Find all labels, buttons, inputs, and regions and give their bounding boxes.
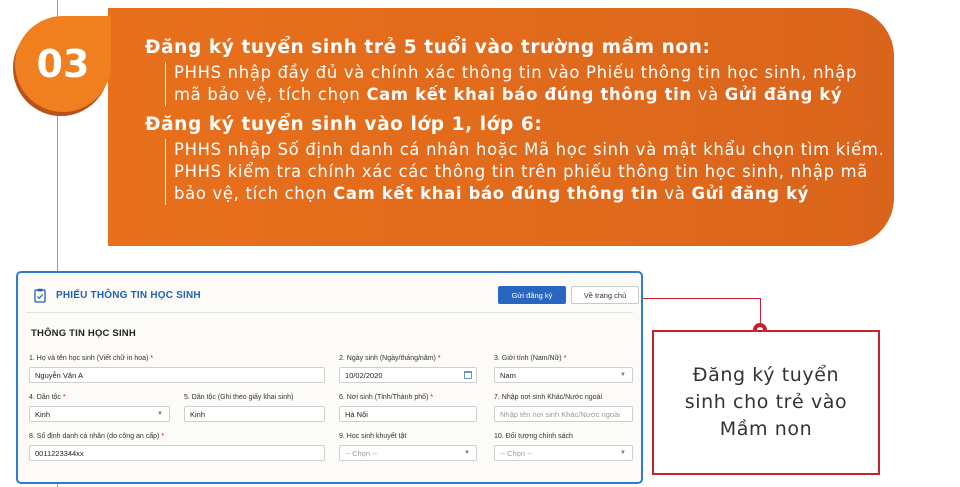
birth-date-label: 2. Ngày sinh (Ngày/tháng/năm) * (339, 355, 441, 362)
disability-select[interactable]: -- Chọn -- ▼ (339, 445, 477, 461)
id-number-label: 8. Số định danh cá nhân (do công an cấp) * (29, 433, 165, 440)
birth-date-input[interactable]: 10/02/2020 (339, 367, 477, 383)
birthplace-input[interactable]: Hà Nội (339, 406, 477, 422)
section1-bold-submit: Gửi đăng ký (724, 85, 843, 104)
home-button[interactable]: Về trang chủ (571, 286, 639, 304)
chevron-down-icon: ▼ (620, 372, 626, 378)
full-name-label: 1. Họ và tên học sinh (Viết chữ in hoa) * (29, 355, 154, 362)
policy-select[interactable]: -- Chọn -- ▼ (494, 445, 633, 461)
connector-line (643, 298, 760, 299)
section1-text: PHHS nhập đầy đủ và chính xác thông tin vào Phiếu thông tin học sinh, nhập mã bảo vệ, tích chọn (174, 63, 858, 104)
caption-text: Đăng ký tuyển sinh cho trẻ vào Mầm non (684, 364, 848, 440)
chevron-down-icon: ▼ (620, 450, 626, 456)
form-header (34, 288, 201, 303)
section2-heading: Đăng ký tuyển sinh vào lớp 1, lớp 6: (145, 114, 543, 135)
section1-bold-commit: Cam kết khai báo đúng thông tin (366, 85, 692, 104)
ethnicity-id-label: 5. Dân tộc (Ghi theo giấy khai sinh) (184, 394, 294, 401)
step-content (145, 34, 885, 205)
section2-bold-commit: Cam kết khai báo đúng thông tin (333, 184, 659, 203)
section-title: THÔNG TIN HỌC SINH (31, 328, 136, 339)
ethnicity-id-input[interactable]: Kinh (184, 406, 325, 422)
ethnicity-select[interactable]: Kinh ▼ (29, 406, 170, 422)
section1-paragraph (165, 62, 885, 106)
step-number-badge (15, 16, 111, 112)
calendar-icon[interactable] (464, 371, 472, 379)
header-divider (26, 312, 633, 313)
form-title: PHIẾU THÔNG TIN HỌC SINH (56, 290, 201, 301)
section2-text-mid: và (658, 184, 692, 203)
id-number-input[interactable]: 0011223344xx (29, 445, 325, 461)
birthplace-other-input[interactable]: Nhập tên nơi sinh Khác/Nước ngoài (494, 406, 633, 422)
student-info-form (16, 271, 643, 484)
caption-box (652, 330, 880, 475)
connector-line-vertical (760, 298, 761, 323)
clipboard-icon (34, 288, 46, 303)
step-number: 03 (36, 42, 90, 86)
policy-label: 10. Đối tượng chính sách (494, 433, 573, 440)
section2-bold-submit: Gửi đăng ký (691, 184, 810, 203)
section1-text-mid: và (691, 85, 725, 104)
section1-heading: Đăng ký tuyển sinh trẻ 5 tuổi vào trường mầm non: (145, 37, 711, 58)
chevron-down-icon: ▼ (464, 450, 470, 456)
section2-text: PHHS kiểm tra chính xác các thông tin trên phiếu thông tin học sinh, nhập mã bảo vệ, tích chọn (174, 162, 868, 203)
full-name-input[interactable]: Nguyễn Văn A (29, 367, 325, 383)
submit-registration-button[interactable]: Gửi đăng ký (498, 286, 566, 304)
birthplace-other-label: 7. Nhập nơi sinh Khác/Nước ngoài (494, 394, 603, 401)
gender-select[interactable]: Nam ▼ (494, 367, 633, 383)
ethnicity-label: 4. Dân tộc * (29, 394, 66, 401)
section2-line1: PHHS nhập Số định danh cá nhân hoặc Mã học sinh và mật khẩu chọn tìm kiếm. (174, 140, 885, 159)
gender-label: 3. Giới tính (Nam/Nữ) * (494, 355, 567, 362)
section2-paragraph (165, 139, 885, 205)
birthplace-label: 6. Nơi sinh (Tỉnh/Thành phố) * (339, 394, 434, 401)
disability-label: 9. Học sinh khuyết tật (339, 433, 407, 440)
chevron-down-icon: ▼ (157, 411, 163, 417)
